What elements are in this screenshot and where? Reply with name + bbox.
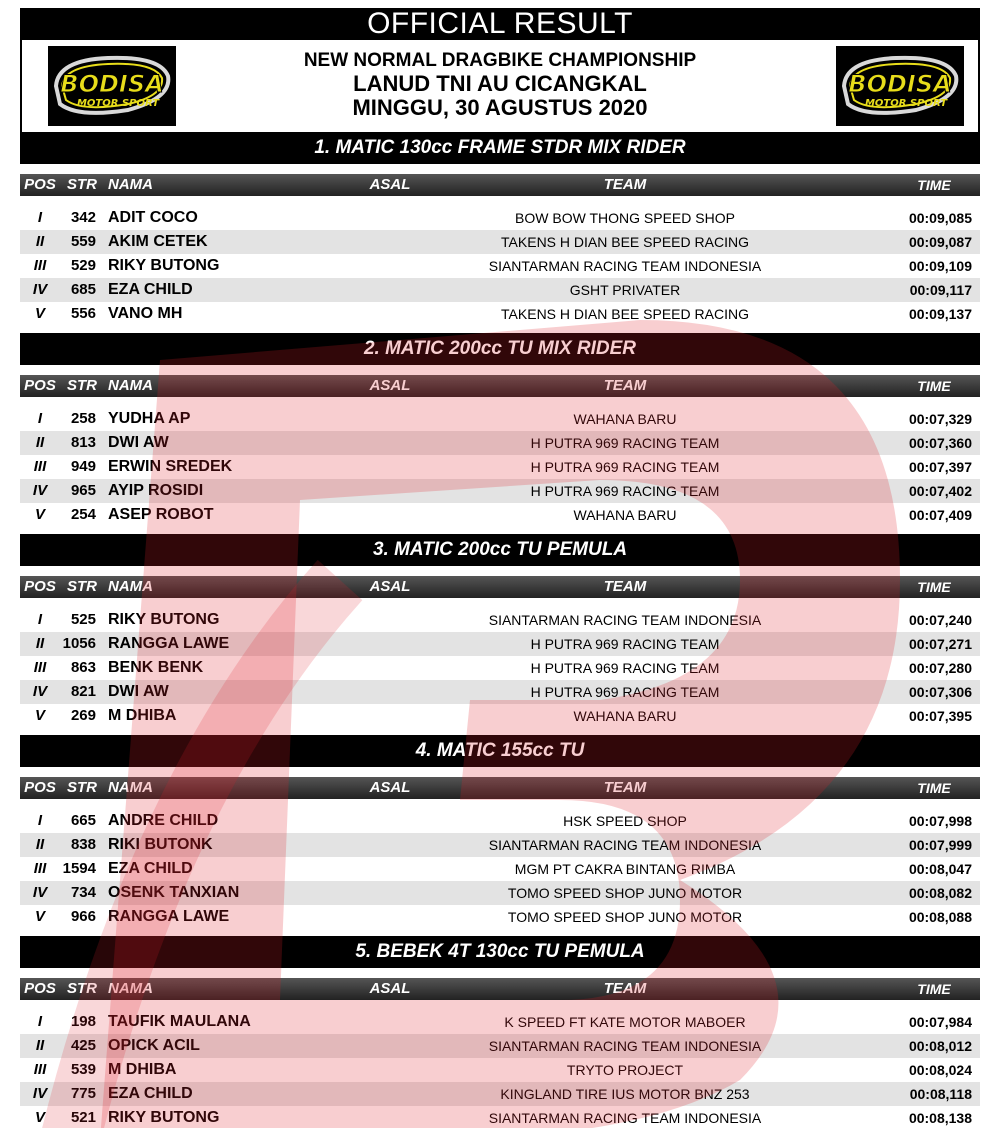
- cell-time: 00:08,082: [908, 885, 972, 901]
- cell-team: K SPEED FT KATE MOTOR MABOER: [504, 1014, 746, 1030]
- cell-str: 965: [70, 482, 96, 499]
- cell-str: 966: [70, 908, 96, 925]
- table-row: [20, 1082, 980, 1106]
- column-header-nama: NAMA: [108, 176, 153, 193]
- cell-nama: EZA CHILD: [108, 281, 193, 298]
- category-section: [20, 333, 980, 533]
- table-row: [20, 809, 980, 833]
- cell-pos: IV: [32, 281, 48, 298]
- cell-str: 556: [70, 305, 96, 322]
- cell-nama: RIKI BUTONK: [108, 836, 213, 853]
- result-rows: [20, 407, 980, 527]
- event-date: MINGGU, 30 AGUSTUS 2020: [352, 95, 648, 120]
- cell-team: TRYTO PROJECT: [566, 1062, 684, 1078]
- column-header-nama: NAMA: [108, 980, 153, 997]
- cell-time: 00:07,397: [908, 459, 972, 475]
- cell-str: 425: [70, 1037, 96, 1054]
- cell-time: 00:08,047: [908, 861, 972, 877]
- cell-str: 685: [70, 281, 96, 298]
- cell-pos: III: [33, 458, 47, 475]
- cell-str: 838: [70, 836, 96, 853]
- cell-team: KINGLAND TIRE IUS MOTOR BNZ 253: [500, 1086, 750, 1102]
- cell-team: HSK SPEED SHOP: [563, 813, 687, 829]
- column-header-team: TEAM: [603, 980, 647, 997]
- cell-time: 00:07,329: [908, 411, 972, 427]
- cell-time: 00:07,984: [908, 1014, 972, 1030]
- cell-str: 521: [70, 1109, 96, 1126]
- cell-pos: I: [37, 410, 43, 427]
- cell-time: 00:07,999: [908, 837, 972, 853]
- cell-nama: AYIP ROSIDI: [108, 482, 204, 499]
- cell-time: 00:07,271: [908, 636, 972, 652]
- cell-pos: IV: [32, 482, 48, 499]
- column-header-pos: POS: [24, 176, 56, 193]
- category-title: 1. MATIC 130cc FRAME STDR MIX RIDER: [20, 132, 980, 164]
- cell-time: 00:08,088: [908, 909, 972, 925]
- column-header: [20, 375, 980, 397]
- category-title: 4. MATIC 155cc TU: [20, 735, 980, 767]
- cell-team: WAHANA BARU: [573, 708, 677, 724]
- cell-nama: VANO MH: [108, 305, 183, 322]
- column-header-team: TEAM: [603, 176, 647, 193]
- cell-time: 00:08,012: [908, 1038, 972, 1054]
- cell-pos: V: [34, 305, 45, 322]
- category-section: [20, 735, 980, 935]
- column-header-nama: NAMA: [108, 779, 153, 796]
- column-header: [20, 777, 980, 799]
- event-venue: LANUD TNI AU CICANGKAL: [353, 71, 647, 96]
- cell-nama: RIKY BUTONG: [108, 611, 220, 628]
- cell-team: H PUTRA 969 RACING TEAM: [530, 636, 720, 652]
- cell-str: 269: [70, 707, 96, 724]
- cell-nama: YUDHA AP: [108, 410, 191, 427]
- cell-pos: II: [35, 635, 45, 652]
- column-header-team: TEAM: [603, 377, 647, 394]
- cell-str: 539: [70, 1061, 96, 1078]
- cell-str: 775: [70, 1085, 96, 1102]
- table-row: [20, 608, 980, 632]
- event-title-block: [222, 50, 778, 120]
- column-header-time: TIME: [917, 981, 951, 997]
- result-rows: [20, 206, 980, 326]
- table-row: [20, 1010, 980, 1034]
- column-header-str: STR: [67, 377, 97, 394]
- cell-str: 734: [70, 884, 96, 901]
- cell-str: 559: [70, 233, 96, 250]
- cell-time: 00:08,024: [908, 1062, 972, 1078]
- cell-nama: EZA CHILD: [108, 1085, 193, 1102]
- column-header-asal: ASAL: [369, 377, 411, 394]
- cell-time: 00:09,087: [908, 234, 972, 250]
- cell-nama: ADIT COCO: [108, 209, 198, 226]
- table-row: [20, 230, 980, 254]
- table-row: [20, 656, 980, 680]
- cell-nama: BENK BENK: [108, 659, 204, 676]
- cell-team: SIANTARMAN RACING TEAM INDONESIA: [488, 1110, 762, 1126]
- cell-time: 00:07,280: [908, 660, 972, 676]
- cell-pos: II: [35, 233, 45, 250]
- cell-nama: RIKY BUTONG: [108, 257, 220, 274]
- cell-time: 00:07,402: [908, 483, 972, 499]
- table-row: [20, 431, 980, 455]
- category-title: 5. BEBEK 4T 130cc TU PEMULA: [20, 936, 980, 968]
- cell-nama: RANGGA LAWE: [108, 635, 230, 652]
- cell-nama: M DHIBA: [108, 1061, 177, 1078]
- cell-team: H PUTRA 969 RACING TEAM: [530, 684, 720, 700]
- column-header-time: TIME: [917, 579, 951, 595]
- cell-team: WAHANA BARU: [573, 507, 677, 523]
- column-header-time: TIME: [917, 378, 951, 394]
- cell-time: 00:09,117: [909, 282, 972, 298]
- cell-team: SIANTARMAN RACING TEAM INDONESIA: [488, 612, 762, 628]
- cell-time: 00:07,395: [908, 708, 972, 724]
- cell-nama: AKIM CETEK: [108, 233, 208, 250]
- cell-team: BOW BOW THONG SPEED SHOP: [515, 210, 735, 226]
- cell-pos: IV: [32, 1085, 48, 1102]
- cell-team: TOMO SPEED SHOP JUNO MOTOR: [507, 885, 743, 901]
- category-title: 2. MATIC 200cc TU MIX RIDER: [20, 333, 980, 365]
- cell-str: 665: [70, 812, 96, 829]
- cell-pos: II: [35, 434, 45, 451]
- column-header: [20, 174, 980, 196]
- cell-str: 525: [70, 611, 96, 628]
- cell-pos: V: [34, 506, 45, 523]
- cell-time: 00:07,360: [908, 435, 972, 451]
- cell-str: 254: [70, 506, 96, 523]
- cell-nama: EZA CHILD: [108, 860, 193, 877]
- cell-time: 00:07,240: [908, 612, 972, 628]
- cell-team: H PUTRA 969 RACING TEAM: [530, 660, 720, 676]
- result-rows: [20, 1010, 980, 1128]
- table-row: [20, 206, 980, 230]
- cell-nama: ERWIN SREDEK: [108, 458, 233, 475]
- column-header-str: STR: [67, 779, 97, 796]
- cell-pos: I: [37, 611, 43, 628]
- bodisa-logo-left: [48, 46, 176, 126]
- cell-pos: IV: [32, 884, 48, 901]
- cell-team: WAHANA BARU: [573, 411, 677, 427]
- cell-str: 1056: [62, 635, 96, 652]
- cell-time: 00:08,118: [909, 1086, 972, 1102]
- table-row: [20, 881, 980, 905]
- logo-text: BODISA: [848, 70, 952, 98]
- column-header-nama: NAMA: [108, 578, 153, 595]
- table-row: [20, 479, 980, 503]
- cell-pos: V: [34, 1109, 45, 1126]
- cell-team: MGM PT CAKRA BINTANG RIMBA: [514, 861, 736, 877]
- cell-str: 1594: [62, 860, 96, 877]
- cell-nama: TAUFIK MAULANA: [108, 1013, 251, 1030]
- cell-str: 258: [70, 410, 96, 427]
- cell-nama: ANDRE CHILD: [108, 812, 219, 829]
- column-header-str: STR: [67, 176, 97, 193]
- cell-str: 198: [70, 1013, 96, 1030]
- category-title: 3. MATIC 200cc TU PEMULA: [20, 534, 980, 566]
- table-row: [20, 407, 980, 431]
- cell-str: 949: [70, 458, 96, 475]
- result-rows: [20, 809, 980, 929]
- cell-nama: M DHIBA: [108, 707, 177, 724]
- cell-time: 00:09,109: [908, 258, 972, 274]
- column-header-asal: ASAL: [369, 779, 411, 796]
- table-row: [20, 254, 980, 278]
- column-header-pos: POS: [24, 779, 56, 796]
- table-row: [20, 278, 980, 302]
- cell-time: 00:08,138: [908, 1110, 972, 1126]
- cell-team: H PUTRA 969 RACING TEAM: [530, 483, 720, 499]
- cell-pos: I: [37, 812, 43, 829]
- cell-team: SIANTARMAN RACING TEAM INDONESIA: [488, 837, 762, 853]
- category-section: [20, 936, 980, 1128]
- result-rows: [20, 608, 980, 728]
- cell-time: 00:09,137: [908, 306, 972, 322]
- cell-team: SIANTARMAN RACING TEAM INDONESIA: [488, 1038, 762, 1054]
- table-row: [20, 1058, 980, 1082]
- logo-text: BODISA: [60, 70, 164, 98]
- table-row: [20, 1034, 980, 1058]
- cell-team: GSHT PRIVATER: [569, 282, 681, 298]
- table-row: [20, 1106, 980, 1128]
- cell-pos: I: [37, 1013, 43, 1030]
- cell-time: 00:07,306: [908, 684, 972, 700]
- table-row: [20, 455, 980, 479]
- column-header: [20, 576, 980, 598]
- event-name: NEW NORMAL DRAGBIKE CHAMPIONSHIP: [303, 50, 697, 71]
- table-row: [20, 503, 980, 527]
- cell-time: 00:09,085: [908, 210, 972, 226]
- cell-pos: V: [34, 908, 45, 925]
- cell-nama: DWI AW: [108, 434, 169, 451]
- cell-str: 821: [70, 683, 96, 700]
- table-row: [20, 704, 980, 728]
- cell-time: 00:07,409: [908, 507, 972, 523]
- column-header-str: STR: [67, 980, 97, 997]
- column-header: [20, 978, 980, 1000]
- cell-time: 00:07,998: [908, 813, 972, 829]
- cell-team: TAKENS H DIAN BEE SPEED RACING: [501, 234, 749, 250]
- column-header-pos: POS: [24, 377, 56, 394]
- cell-team: H PUTRA 969 RACING TEAM: [530, 459, 720, 475]
- cell-team: TAKENS H DIAN BEE SPEED RACING: [501, 306, 749, 322]
- cell-pos: I: [37, 209, 43, 226]
- table-row: [20, 833, 980, 857]
- cell-team: SIANTARMAN RACING TEAM INDONESIA: [488, 258, 762, 274]
- bodisa-logo-right: [836, 46, 964, 126]
- column-header-asal: ASAL: [369, 578, 411, 595]
- column-header-time: TIME: [917, 177, 951, 193]
- table-row: [20, 632, 980, 656]
- category-section: [20, 132, 980, 332]
- table-row: [20, 680, 980, 704]
- cell-pos: V: [34, 707, 45, 724]
- column-header-nama: NAMA: [108, 377, 153, 394]
- column-header-team: TEAM: [603, 779, 647, 796]
- cell-str: 813: [70, 434, 96, 451]
- cell-pos: III: [33, 257, 47, 274]
- cell-nama: OSENK TANXIAN: [108, 884, 240, 901]
- cell-str: 342: [70, 209, 96, 226]
- column-header-asal: ASAL: [369, 980, 411, 997]
- logo-subtext: MOTOR SPORT: [864, 98, 948, 109]
- cell-pos: III: [33, 1061, 47, 1078]
- cell-nama: DWI AW: [108, 683, 169, 700]
- cell-pos: II: [35, 1037, 45, 1054]
- cell-nama: OPICK ACIL: [108, 1037, 200, 1054]
- cell-nama: RIKY BUTONG: [108, 1109, 220, 1126]
- cell-str: 529: [70, 257, 96, 274]
- table-row: [20, 905, 980, 929]
- cell-str: 863: [70, 659, 96, 676]
- cell-pos: III: [33, 860, 47, 877]
- cell-pos: III: [33, 659, 47, 676]
- cell-team: TOMO SPEED SHOP JUNO MOTOR: [507, 909, 743, 925]
- category-section: [20, 534, 980, 734]
- column-header-pos: POS: [24, 578, 56, 595]
- logo-subtext: MOTOR SPORT: [76, 98, 160, 109]
- column-header-team: TEAM: [603, 578, 647, 595]
- table-row: [20, 302, 980, 326]
- column-header-asal: ASAL: [369, 176, 411, 193]
- page-title: OFFICIAL RESULT: [20, 8, 980, 40]
- cell-pos: II: [35, 836, 45, 853]
- event-header: [20, 40, 980, 132]
- column-header-time: TIME: [917, 780, 951, 796]
- cell-pos: IV: [32, 683, 48, 700]
- cell-team: H PUTRA 969 RACING TEAM: [530, 435, 720, 451]
- table-row: [20, 857, 980, 881]
- cell-nama: ASEP ROBOT: [108, 506, 214, 523]
- column-header-str: STR: [67, 578, 97, 595]
- column-header-pos: POS: [24, 980, 56, 997]
- cell-nama: RANGGA LAWE: [108, 908, 230, 925]
